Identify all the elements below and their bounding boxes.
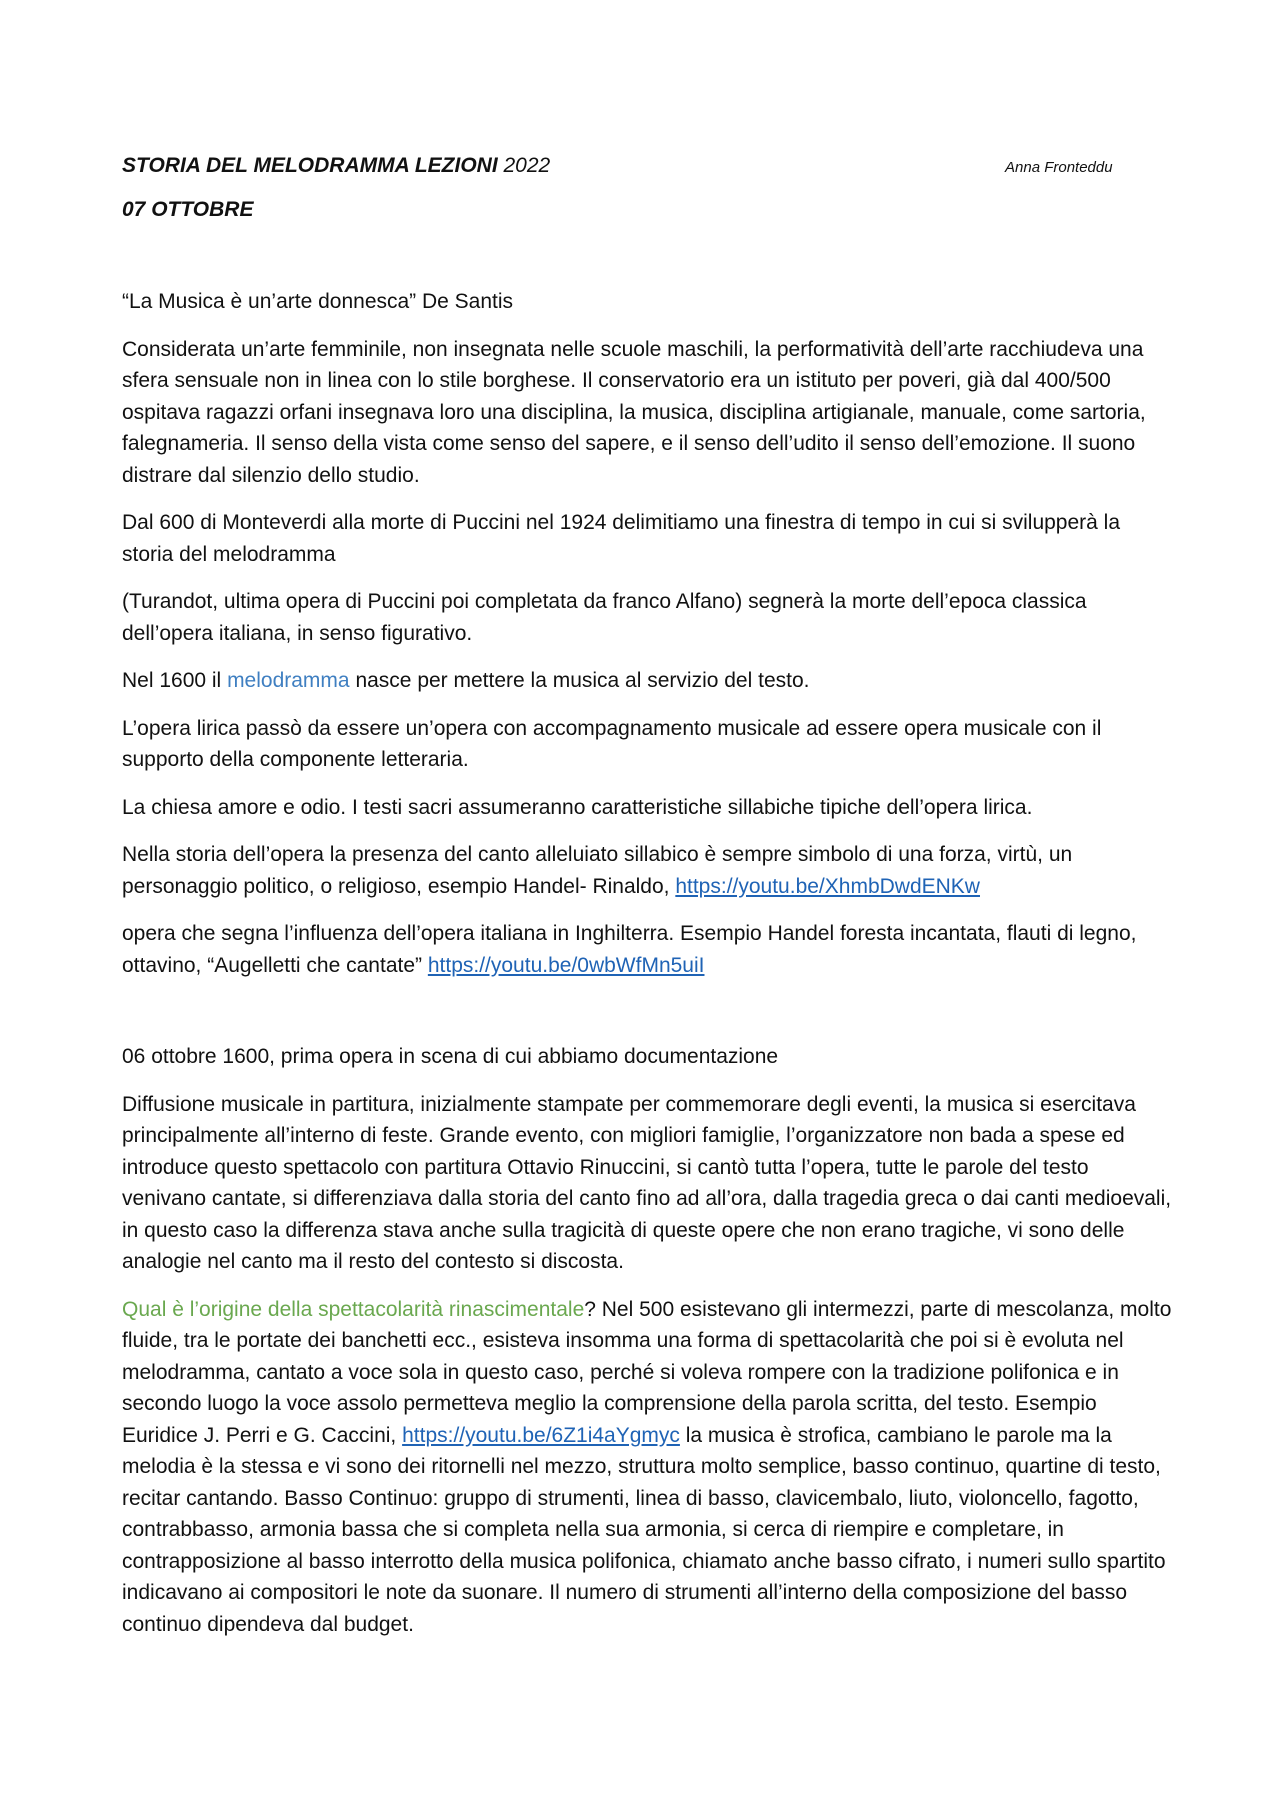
melodramma-highlight: melodramma [227, 669, 350, 692]
paragraph-inghilterra-text: opera che segna l’influenza dell’opera italiana in Inghilterra. Esempio Handel foresta incantata, flauti di legno, ottavino, “Augelletti che cantate” [122, 922, 1137, 977]
document-title-year: 2022 [497, 154, 551, 177]
euridice-youtube-link[interactable]: https://youtu.be/6Z1i4aYgmyc [402, 1423, 680, 1447]
paragraph-melodramma-text-a: Nel 1600 il [122, 669, 228, 692]
paragraph-origine-text-a: ? Nel 500 esistevano gli intermezzi, parte di mescolanza, molto fluide, tra le portate dei banchetti ecc., esisteva insomma una forma di spettacolarità che poi si è evoluta nel melodramma, cantato a voce sola in questo caso, perché si voleva rompere con la tradizione polifonica e in secondo luogo la voce assolo permetteva meglio la comprensione della parola scritta, del testo. Esempio Euridice J. Perri e G. Caccini, [122, 1297, 1172, 1447]
paragraph-turandot: (Turandot, ultima opera di Puccini poi completata da franco Alfano) segnerà la morte dell’epoca classica dell’opera italiana, in senso figurativo. [122, 590, 1087, 645]
document-title-bold: STORIA DEL MELODRAMMA LEZIONI [122, 154, 498, 177]
paragraph-opera-lirica: L’opera lirica passò da essere un’opera con accompagnamento musicale ad essere opera musicale con il supporto della componente letteraria. [122, 716, 1102, 771]
paragraph-prima-opera: 06 ottobre 1600, prima opera in scena di cui abbiamo documentazione [122, 1045, 779, 1068]
paragraph-conservatorio: Considerata un’arte femminile, non insegnata nelle scuole maschili, la performatività dell’arte racchiudeva una sfera sensuale non in linea con lo stile borghese. Il conservatorio era un istituto per poveri, già dal 400/500 ospitava ragazzi orfani insegnava loro una disciplina, la musica, disciplina artigianale, manuale, come sartoria, falegnameria. Il senso della vista come senso del sapere, e il senso dell’udito il senso dell’emozione. Il suono distrare dal silenzio dello studio. [122, 337, 1146, 487]
rinaldo-youtube-link[interactable]: https://youtu.be/XhmbDwdENKw [675, 874, 980, 898]
paragraph-handel-rinaldo-text: Nella storia dell’opera la presenza del canto alleluiato sillabico è sempre simbolo di una forza, virtù, un personaggio politico, o religioso, esempio Handel- Rinaldo, [122, 843, 1073, 898]
paragraph-handel-rinaldo [122, 839, 1172, 902]
paragraph-monteverdi: Dal 600 di Monteverdi alla morte di Puccini nel 1924 delimitiamo una finestra di tempo in cui si svilupperà la storia del melodramma [122, 511, 1121, 566]
document-title [122, 154, 550, 177]
author-name: Anna Fronteddu [1005, 159, 1113, 176]
document-page [122, 150, 1172, 1656]
paragraph-diffusione: Diffusione musicale in partitura, inizialmente stampate per commemorare degli eventi, la musica si esercitava principalmente all’interno di feste. Grande evento, con migliori famiglie, l’organizzatore non bada a spese ed introduce questo spettacolo con partitura Ottavio Rinuccini, si cantò tutta l’opera, tutte le parole del testo venivano cantate, si differenziava dalla storia del canto fino ad all’ora, dalla tragedia greca o dai canti medioevali, in questo caso la differenza stava anche sulla tragicità di queste opere che non erano tragiche, vi sono delle analogie nel canto ma il resto del contesto si discosta. [122, 1092, 1172, 1273]
paragraph-melodramma [122, 665, 1172, 697]
date-heading: 07 OTTOBRE [122, 198, 254, 221]
paragraph-melodramma-text-b: nasce per mettere la musica al servizio del testo. [349, 669, 810, 692]
header-row [122, 150, 1172, 182]
augelletti-youtube-link[interactable]: https://youtu.be/0wbWfMn5uiI [427, 953, 705, 977]
paragraph-origine [122, 1294, 1172, 1641]
paragraph-chiesa: La chiesa amore e odio. I testi sacri assumeranno caratteristiche sillabiche tipiche dell’opera lirica. [122, 795, 1033, 819]
origine-highlight: Qual è l’origine della spettacolarità rinascimentale [122, 1297, 585, 1321]
section-spacer [122, 997, 1172, 1041]
paragraph-origine-text-b: la musica è strofica, cambiano le parole ma la melodia è la stessa e vi sono dei ritornelli nel mezzo, struttura molto semplice, basso continuo, quartine di testo, recitar cantando. Basso Continuo: gruppo di strumenti, linea di basso, clavicembalo, liuto, violoncello, fagotto, contrabbasso, armonia bassa che si completa nella sua armonia, si cerca di riempire e completare, in contrapposizione al basso interrotto della musica polifonica, chiamato anche basso cifrato, i numeri sullo spartito indicavano ai compositori le note da suonare. Il numero di strumenti all’interno della composizione del basso continuo dipendeva dal budget. [122, 1423, 1166, 1636]
quote-paragraph: “La Musica è un’arte donnesca” De Santis [122, 290, 514, 313]
paragraph-inghilterra [122, 918, 1172, 981]
